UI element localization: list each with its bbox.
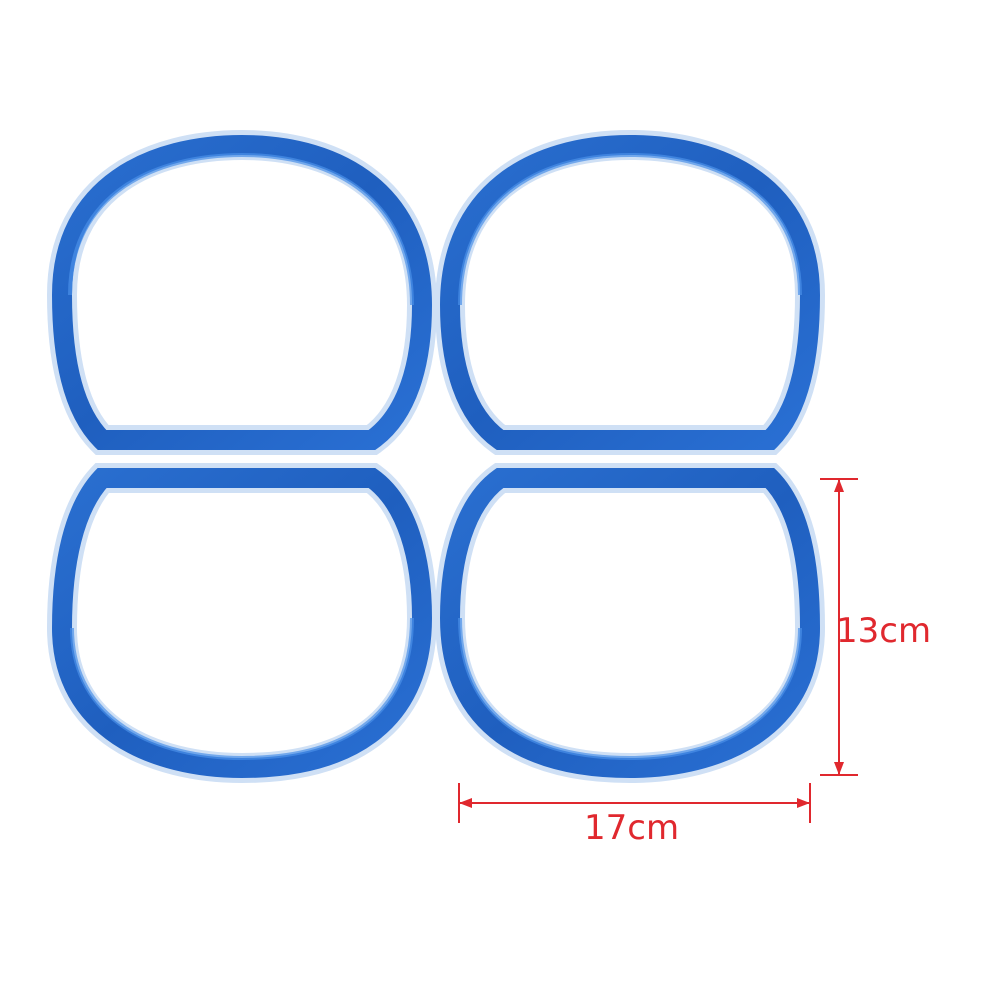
ring-bottom-left [62,478,422,768]
ring-top-left [62,145,422,440]
ring-top-right [450,145,810,440]
ring-bottom-right [450,478,810,768]
height-label: 13cm [836,611,932,651]
width-label: 17cm [584,808,680,848]
